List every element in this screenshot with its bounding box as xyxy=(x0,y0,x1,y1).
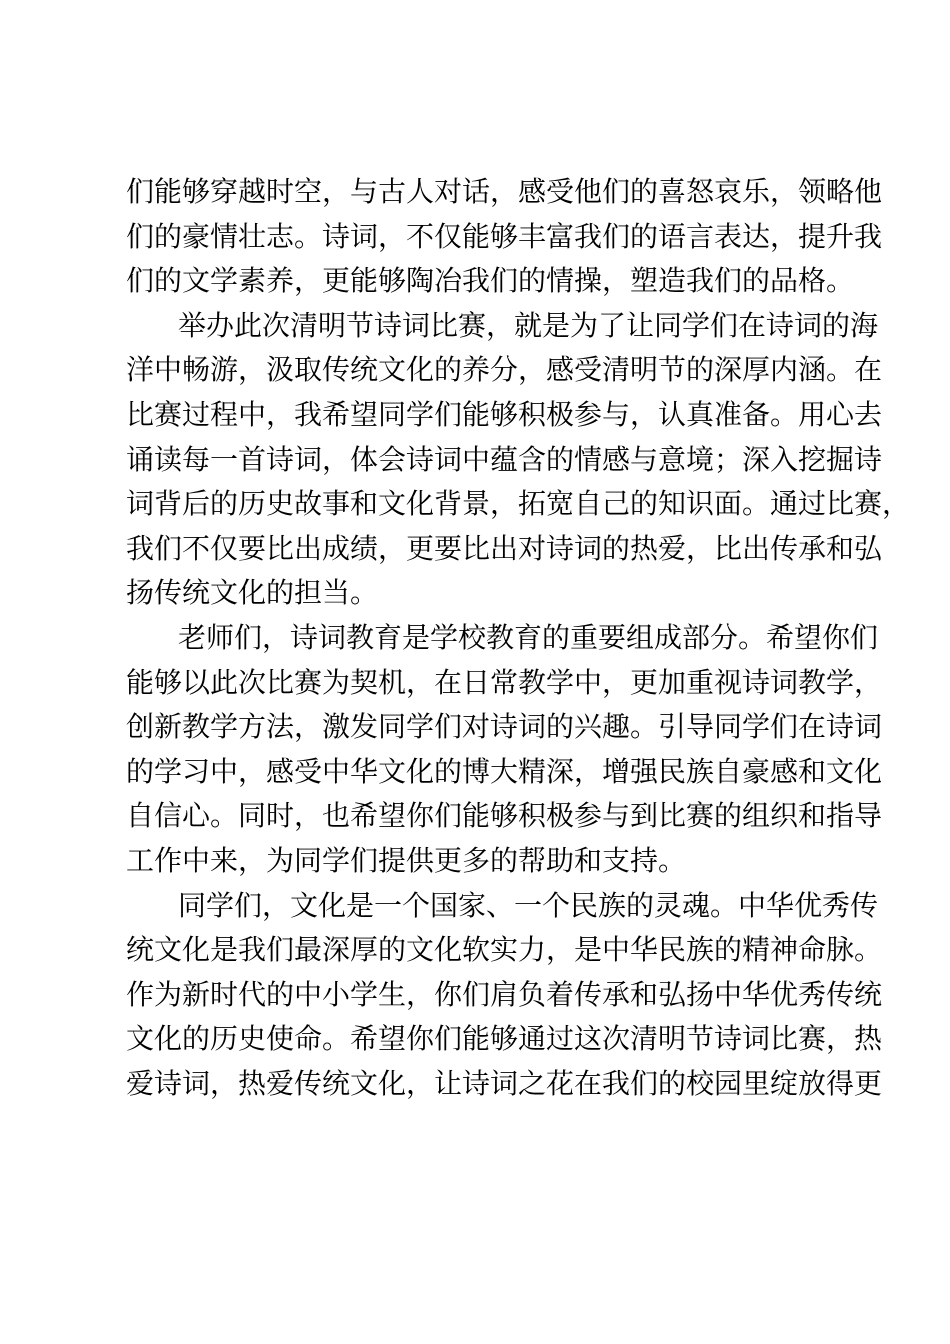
body-text xyxy=(126,170,911,1106)
text-line: 词背后的历史故事和文化背景，拓宽自己的知识面。通过比赛， xyxy=(126,487,911,521)
text-line: 扬传统文化的担当。 xyxy=(126,576,379,610)
text-line: 工作中来，为同学们提供更多的帮助和支持。 xyxy=(126,843,687,877)
text-line: 自信心。同时，也希望你们能够积极参与到比赛的组织和指导 xyxy=(126,799,883,833)
text-line: 的学习中，感受中华文化的博大精深，增强民族自豪感和文化 xyxy=(126,754,883,788)
text-line: 能够以此次比赛为契机，在日常教学中，更加重视诗词教学， xyxy=(126,665,883,699)
text-line: 诵读每一首诗词，体会诗词中蕴含的情感与意境；深入挖掘诗 xyxy=(126,442,883,476)
text-line: 比赛过程中，我希望同学们能够积极参与，认真准备。用心去 xyxy=(126,397,883,431)
text-line: 们的豪情壮志。诗词，不仅能够丰富我们的语言表达，提升我 xyxy=(126,219,883,253)
text-line: 们的文学素养，更能够陶冶我们的情操，塑造我们的品格。 xyxy=(126,264,855,298)
text-line: 我们不仅要比出成绩，更要比出对诗词的热爱，比出传承和弘 xyxy=(126,531,883,565)
text-line: 创新教学方法，激发同学们对诗词的兴趣。引导同学们在诗词 xyxy=(126,710,883,744)
text-line: 们能够穿越时空，与古人对话，感受他们的喜怒哀乐，领略他 xyxy=(126,175,883,208)
paragraph-first-line: 举办此次清明节诗词比赛，就是为了让同学们在诗词的海 xyxy=(178,308,879,342)
paragraph-first-line: 同学们，文化是一个国家、一个民族的灵魂。中华优秀传 xyxy=(178,888,879,922)
text-line: 统文化是我们最深厚的文化软实力，是中华民族的精神命脉。 xyxy=(126,933,883,967)
text-line: 爱诗词，热爱传统文化，让诗词之花在我们的校园里绽放得更 xyxy=(126,1066,883,1100)
text-line: 作为新时代的中小学生，你们肩负着传承和弘扬中华优秀传统 xyxy=(126,977,883,1011)
text-line: 洋中畅游，汲取传统文化的养分，感受清明节的深厚内涵。在 xyxy=(126,353,883,387)
text-line: 文化的历史使命。希望你们能够通过这次清明节诗词比赛，热 xyxy=(126,1022,883,1056)
paragraph-first-line: 老师们，诗词教育是学校教育的重要组成部分。希望你们 xyxy=(178,620,879,654)
